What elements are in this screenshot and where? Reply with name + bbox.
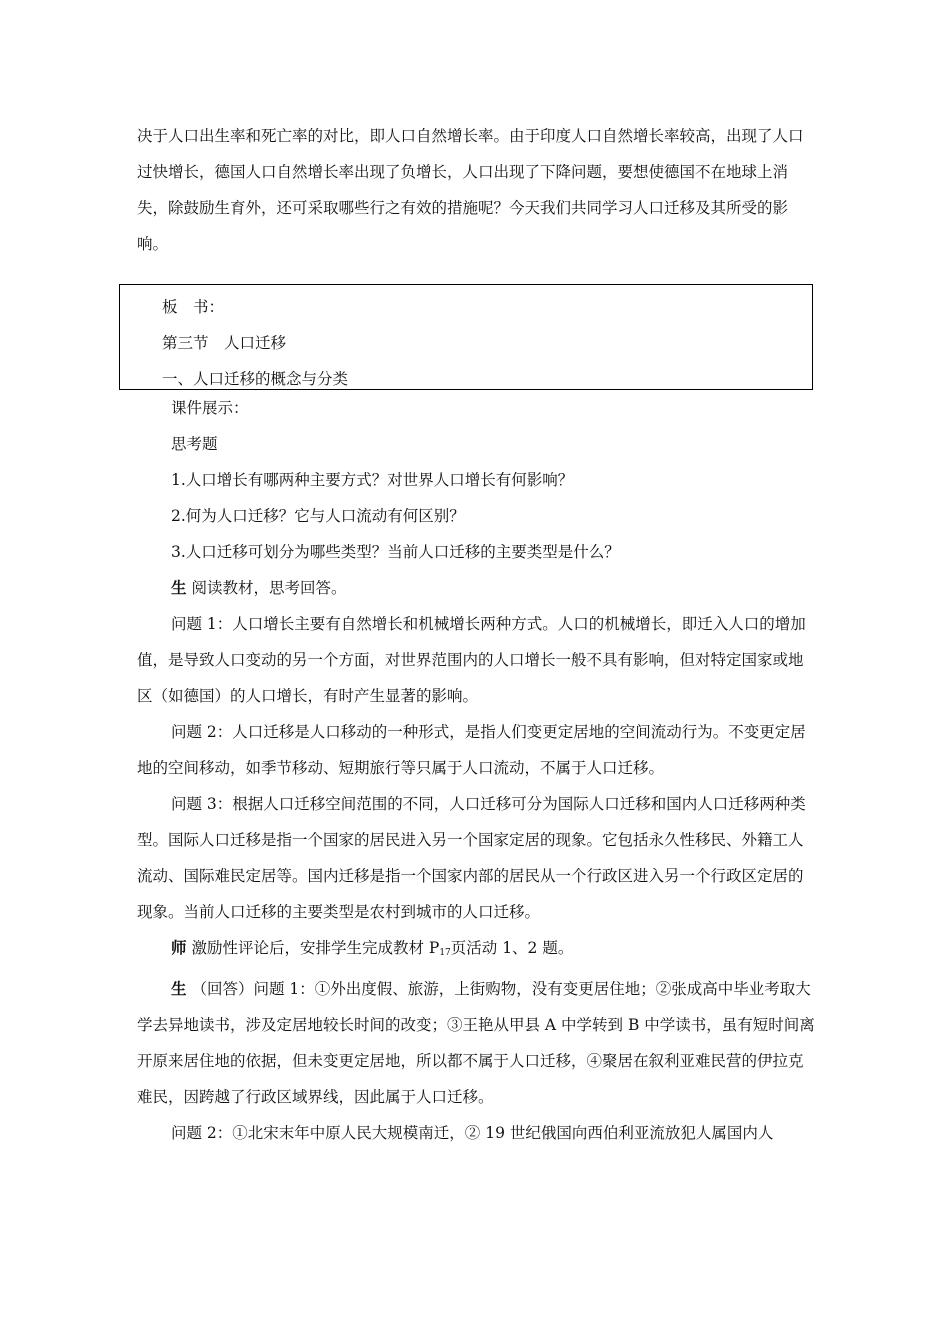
role-teacher: 师 [171, 938, 187, 957]
answer-3: 问题 3：根据人口迁移空间范围的不同，人口迁移可分为国际人口迁移和国内人口迁移两种类型。国际人口迁移是指一个国家的居民进入另一个国家定居的现象。它包括永久性移民、外籍工人流动、国际难民定居等。国内迁移是指一个国家内部的居民从一个行政区进入另一个行政区定居的现象。当前人口迁移的主要类型是农村到城市的人口迁移。 [137, 795, 806, 921]
answer-2: 问题 2：人口迁移是人口移动的一种形式，是指人们变更定居地的空间流动行为。不变更定居地的空间移动，如季节移动、短期旅行等只属于人口流动，不属于人口迁移。 [137, 723, 806, 777]
teacher-text-after: 页活动 1、2 题。 [450, 939, 574, 957]
intro-paragraph: 决于人口出生率和死亡率的对比，即人口自然增长率。由于印度人口自然增长率较高，出现了人口过快增长，德国人口自然增长率出现了负增长，人口出现了下降问题，要想使德国不在地球上消失，除鼓励生育外，还可采取哪些行之有效的措施呢？今天我们共同学习人口迁移及其所受的影响。 [137, 127, 804, 253]
role-student-2: 生 [171, 979, 187, 998]
role-student: 生 [171, 578, 187, 597]
board-box [119, 284, 813, 390]
question-3: 3.人口迁移可划分为哪些类型？当前人口迁移的主要类型是什么？ [171, 543, 620, 561]
student-instruction-text: 阅读教材，思考回答。 [186, 579, 347, 597]
question-2: 2.何为人口迁移？它与人口流动有何区别？ [171, 507, 465, 525]
lesson-body [137, 390, 817, 1151]
student-instruction [137, 570, 817, 606]
board-heading: 一、人口迁移的概念与分类 [162, 370, 349, 388]
teacher-instruction [137, 930, 817, 971]
board-section-title: 第三节 人口迁移 [162, 334, 287, 352]
teacher-text-before: 激励性评论后，安排学生完成教材 P [186, 939, 440, 957]
answer-q2: 问题 2：①北宋末年中原人民大规模南迁，② 19 世纪俄国向西伯利亚流放犯人属国内人 [171, 1124, 774, 1142]
intro-block [137, 118, 817, 262]
question-1: 1.人口增长有哪两种主要方式？对世界人口增长有何影响？ [171, 471, 574, 489]
board-label: 板 书： [162, 298, 225, 316]
courseware-label: 课件展示： [171, 399, 249, 417]
answer-1: 问题 1：人口增长主要有自然增长和机械增长两种方式。人口的机械增长，即迁入人口的增加值，是导致人口变动的另一个方面，对世界范围内的人口增长一般不具有影响，但对特定国家或地区（如德国）的人口增长，有时产生显著的影响。 [137, 615, 806, 705]
thinking-title: 思考题 [171, 435, 218, 453]
student-answer-text: （回答）问题 1：①外出度假、旅游，上街购物，没有变更居住地；②张成高中毕业考取大学去异地读书，涉及定居地较长时间的改变；③王艳从甲县 A 中学转到 B 中学读书，虽有短时间离开原来居住地的依据，但未变更定居地，所以都不属于人口迁移，④聚居在叙利亚难民营的伊拉克难民，因跨越了行政区域界线，因此属于人口迁移。 [137, 980, 815, 1106]
page-subscript: 17 [439, 948, 451, 958]
student-answer [137, 971, 817, 1115]
